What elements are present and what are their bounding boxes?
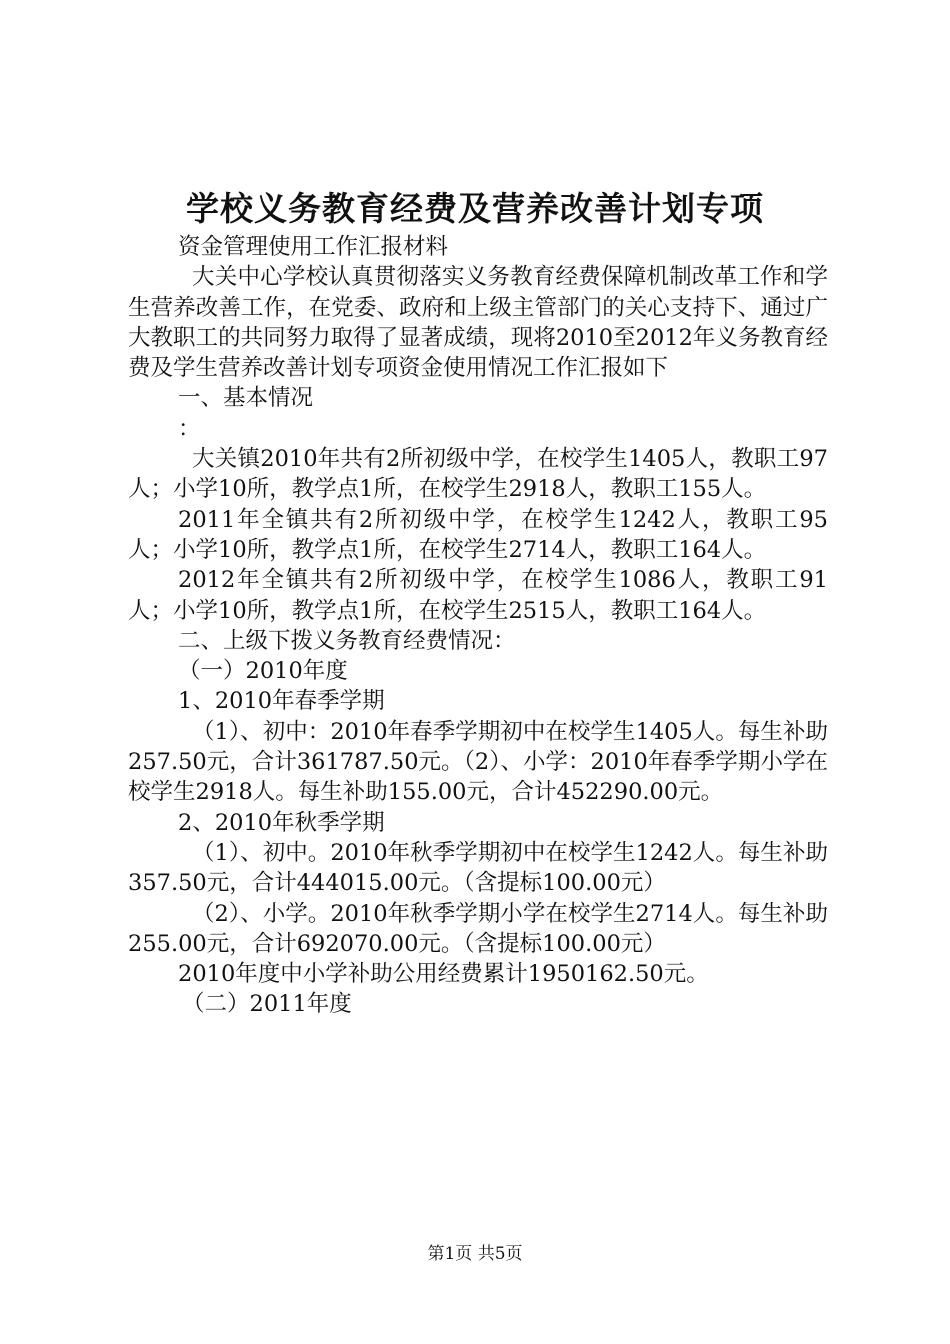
- paragraph-2011-stats: 2011年全镇共有2所初级中学，在校学生1242人，教职工95人；小学10所，教学点1所，在校学生2714人，教职工164人。: [128, 506, 828, 563]
- paragraph-2010-spring-details: （1）、初中：2010年春季学期初中在校学生1405人。每生补助257.50元，合计361787.50元。（2）、小学：2010年春季学期小学在校学生2918人。每生补助155.00元，合计452290.00元。: [128, 718, 828, 806]
- section-heading-funding: 二、上级下拨义务教育经费情况：: [178, 627, 516, 654]
- subsection-2011: （二）2011年度: [182, 991, 352, 1018]
- item-2010-autumn: 2、2010年秋季学期: [178, 809, 385, 836]
- subtitle-paragraph: 资金管理使用工作汇报材料: [178, 234, 449, 260]
- paragraph-2010-autumn-primary: （2）、小学。2010年秋季学期小学在校学生2714人。每生补助255.00元，合计692070.00元。（含提标100.00元）: [128, 900, 828, 957]
- intro-paragraph: 大关中心学校认真贯彻落实义务教育经费保障机制改革工作和学生营养改善工作，在党委、政府和上级主管部门的关心支持下、通过广大教职工的共同努力取得了显著成绩，现将2010至2012年义务教育经费及学生营养改善计划专项资金使用情况工作汇报如下: [128, 264, 828, 382]
- paragraph-2010-autumn-junior: （1）、初中。2010年秋季学期初中在校学生1242人。每生补助357.50元，合计444015.00元。（含提标100.00元）: [128, 839, 828, 897]
- paragraph-2010-stats: 大关镇2010年共有2所初级中学，在校学生1405人，教职工97人；小学10所，教学点1所，在校学生2918人，教职工155人。: [128, 446, 828, 503]
- colon-line: ：: [178, 415, 201, 442]
- page-title: 学校义务教育经费及营养改善计划专项: [186, 189, 764, 228]
- item-2010-spring: 1、2010年春季学期: [178, 688, 385, 715]
- document-body: [128, 232, 828, 1020]
- subsection-2010: （一）2010年度: [178, 658, 348, 685]
- section-heading-basic-situation: 一、基本情况: [178, 385, 314, 412]
- paragraph-2012-stats: 2012年全镇共有2所初级中学，在校学生1086人，教职工91人；小学10所，教学点1所，在校学生2515人，教职工164人。: [128, 567, 828, 624]
- page-footer: 第1页 共5页: [427, 1244, 523, 1264]
- paragraph-2010-total: 2010年度中小学补助公用经费累计1950162.50元。: [178, 961, 709, 988]
